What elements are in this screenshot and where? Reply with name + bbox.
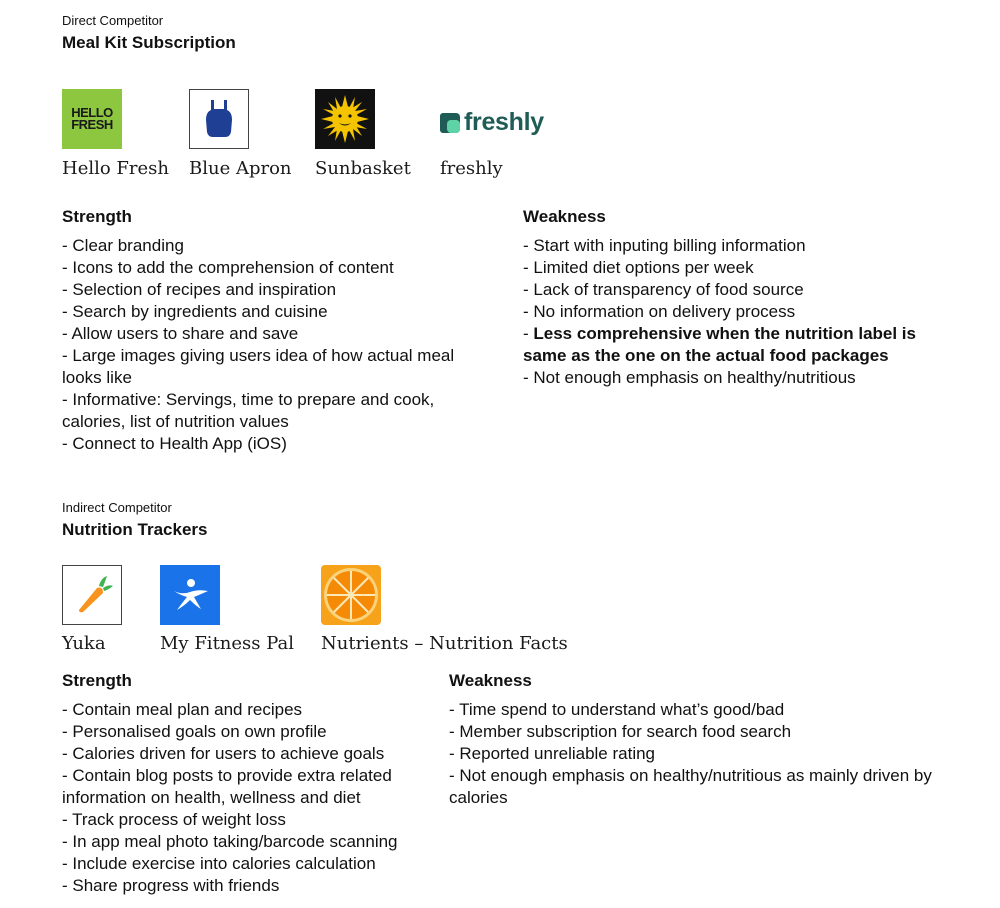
indirect-strength-list bbox=[62, 699, 422, 897]
list-item: - Connect to Health App (iOS) bbox=[62, 434, 287, 453]
list-item: - Not enough emphasis on healthy/nutritious as mainly driven by calories bbox=[449, 766, 932, 807]
direct-strength-list bbox=[62, 235, 457, 455]
app-label-freshly: freshly bbox=[440, 158, 503, 179]
myfitnesspal-logo bbox=[160, 565, 220, 625]
app-label-blueapron: Blue Apron bbox=[189, 158, 292, 179]
list-item: - Time spend to understand what’s good/bad bbox=[449, 700, 785, 719]
yuka-logo bbox=[62, 565, 122, 625]
list-item: - Lack of transparency of food source bbox=[523, 280, 804, 299]
direct-strength-heading: Strength bbox=[62, 207, 132, 226]
direct-weakness-heading: Weakness bbox=[523, 207, 606, 226]
sun-icon bbox=[315, 89, 375, 149]
nutrients-logo bbox=[321, 565, 381, 625]
section-title-direct: Meal Kit Subscription bbox=[62, 33, 236, 52]
section-kicker-direct: Direct Competitor bbox=[62, 13, 164, 28]
section-kicker-indirect: Indirect Competitor bbox=[62, 500, 172, 515]
list-item: - Member subscription for search food search bbox=[449, 722, 792, 741]
list-item: - Icons to add the comprehension of content bbox=[62, 258, 394, 277]
direct-weakness-list bbox=[523, 235, 923, 389]
list-item-bold: Less comprehensive when the nutrition label is same as the one on the actual food packages bbox=[523, 324, 916, 365]
carrot-icon bbox=[63, 566, 121, 624]
list-item: - Calories driven for users to achieve goals bbox=[62, 744, 385, 763]
list-item: - Include exercise into calories calculation bbox=[62, 854, 376, 873]
app-label-myfitnesspal: My Fitness Pal bbox=[160, 633, 295, 654]
orange-slice-icon bbox=[321, 565, 381, 625]
list-item: - Personalised goals on own profile bbox=[62, 722, 327, 741]
indirect-strength-heading: Strength bbox=[62, 671, 132, 690]
list-item: - Reported unreliable rating bbox=[449, 744, 656, 763]
list-item: - Limited diet options per week bbox=[523, 258, 754, 277]
indirect-weakness-heading: Weakness bbox=[449, 671, 532, 690]
list-item: - In app meal photo taking/barcode scanning bbox=[62, 832, 398, 851]
list-item: - Contain meal plan and recipes bbox=[62, 700, 303, 719]
list-item: - Track process of weight loss bbox=[62, 810, 286, 829]
app-label-yuka: Yuka bbox=[62, 633, 106, 654]
running-figure-icon bbox=[160, 565, 220, 625]
list-item: - Clear branding bbox=[62, 236, 184, 255]
list-item: - No information on delivery process bbox=[523, 302, 796, 321]
list-item: - Informative: Servings, time to prepare and cook, calories, list of nutrition values bbox=[62, 390, 435, 431]
list-item: - Large images giving users idea of how actual meal looks like bbox=[62, 346, 455, 387]
freshly-mark-icon bbox=[440, 113, 460, 133]
list-item: - Allow users to share and save bbox=[62, 324, 299, 343]
list-item: - Search by ingredients and cuisine bbox=[62, 302, 328, 321]
list-item: - Contain blog posts to provide extra related information on health, wellness and diet bbox=[62, 766, 392, 807]
list-item-prefix: - bbox=[523, 324, 534, 343]
sunbasket-logo bbox=[315, 89, 375, 149]
list-item: - Start with inputing billing information bbox=[523, 236, 806, 255]
blueapron-logo bbox=[189, 89, 249, 149]
list-item: - Share progress with friends bbox=[62, 876, 280, 895]
apron-icon bbox=[190, 90, 248, 148]
list-item bbox=[523, 323, 923, 367]
indirect-weakness-list bbox=[449, 699, 969, 809]
app-label-hellofresh: Hello Fresh bbox=[62, 158, 169, 179]
list-item: - Not enough emphasis on healthy/nutritious bbox=[523, 368, 856, 387]
freshly-logo bbox=[440, 108, 544, 137]
freshly-wordmark: freshly bbox=[464, 108, 544, 136]
hellofresh-logo bbox=[62, 89, 122, 149]
app-label-sunbasket: Sunbasket bbox=[315, 158, 411, 179]
section-title-indirect: Nutrition Trackers bbox=[62, 520, 208, 539]
hellofresh-logo-text: HELLO FRESH bbox=[71, 105, 113, 132]
list-item: - Selection of recipes and inspiration bbox=[62, 280, 337, 299]
app-label-nutrients: Nutrients – Nutrition Facts bbox=[321, 633, 568, 654]
